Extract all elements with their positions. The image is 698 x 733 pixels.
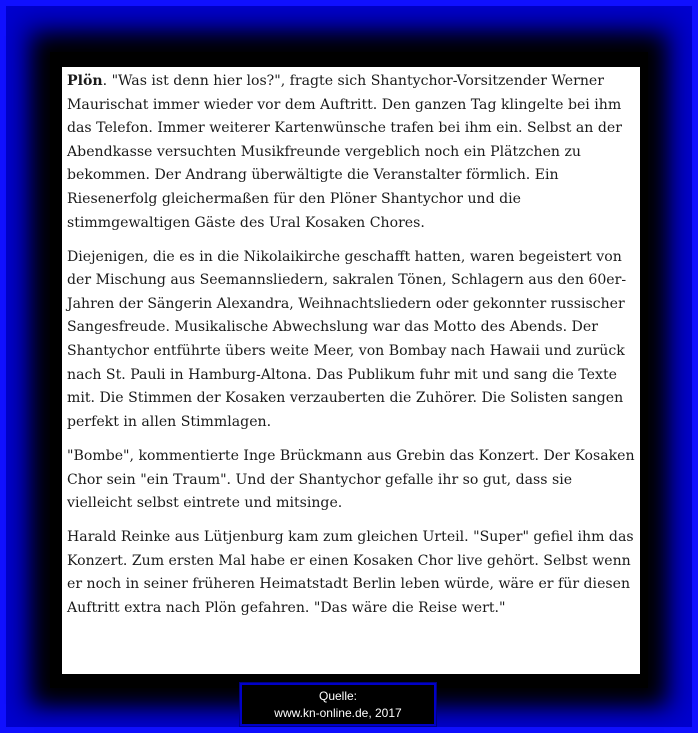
- article-paragraph-1: [67, 70, 635, 235]
- article-paragraph-1-text: . "Was ist denn hier los?", fragte sich Shantychor-Vorsitzender Werner Maurischat immer wieder vor dem Auftritt. Den ganzen Tag klingelte bei ihm das Telefon. Immer weiterer Kartenwünsche trafen bei ihm ein. Selbst an der Abendkasse versuchten Musikfreunde vergeblich noch ein Plätzchen zu bekommen. Der Andrang überwältigte die Veranstalter förmlich. Ein Riesenerfolg gleichermaßen für den Plöner Shantychor und die stimmgewaltigen Gäste des Ural Kosaken Chores.: [67, 73, 622, 231]
- article-paragraph-3: "Bombe", kommentierte Inge Brückmann aus Grebin das Konzert. Der Kosaken Chor sein "ein Traum". Und der Shantychor gefalle ihr so gut, dass sie vielleicht selbst eintrete und mitsinge.: [67, 447, 635, 512]
- article-paragraph-2: Diejenigen, die es in die Nikolaikirche geschafft hatten, waren begeistert von der Mischung aus Seemannsliedern, sakralen Tönen, Schlagern aus den 60er-Jahren der Sängerin Alexandra, Weihnachtsliedern oder gekonnter russischer Sangesfreude. Musikalische Abwechslung war das Motto des Abends. Der Shantychor entführte übers weite Meer, von Bombay nach Hawaii und zurück nach St. Pauli in Hamburg-Altona. Das Publikum fuhr mit und sang die Texte mit. Die Stimmen der Kosaken verzauberten die Zuhörer. Die Solisten sangen perfekt in allen Stimmlagen.: [67, 248, 627, 430]
- article-text-box: [62, 67, 640, 674]
- source-value: www.kn-online.de, 2017: [274, 706, 402, 720]
- article-place-name: Plön: [67, 73, 103, 89]
- article-paragraph-4: Harald Reinke aus Lütjenburg kam zum gleichen Urteil. "Super" gefiel ihm das Konzert. Zum ersten Mal habe er einen Kosaken Chor live gehört. Selbst wenn er noch in seiner früheren Heimatstadt Berlin leben würde, wäre er für diesen Auftritt extra nach Plön gefahren. "Das wäre die Reise wert.": [67, 529, 634, 616]
- source-box: [240, 683, 436, 726]
- source-label: Quelle:: [318, 689, 358, 703]
